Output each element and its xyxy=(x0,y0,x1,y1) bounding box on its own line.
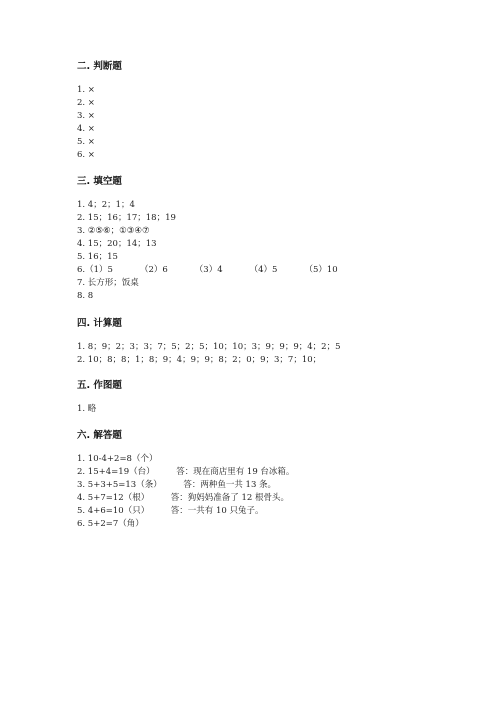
answer-list xyxy=(77,84,122,162)
answer-line: 1. 8；9；2；3；3；7；5；2；5；10；10；3；9；9；9；4；2；5 xyxy=(77,342,341,352)
answer-line: 6.（1）5 （2）6 （3）4 （4）5 （5）10 xyxy=(77,265,338,275)
section-heading: 六. 解答题 xyxy=(77,430,122,441)
section-heading: 三. 填空题 xyxy=(77,176,122,187)
section-fill-blank xyxy=(77,176,338,303)
answer-line: 1. 10-4+2=8（个） xyxy=(77,454,158,464)
answer-line: 5. 16；15 xyxy=(77,252,118,262)
answer-line: 1. 4；2；1；4 xyxy=(77,200,135,210)
answer-list xyxy=(77,199,338,303)
answer-list xyxy=(77,403,122,416)
answer-list xyxy=(77,453,294,531)
answer-line: 6. 5+2=7（角） xyxy=(77,519,144,529)
answer-line: 3. 5+3+5=13（条） 答：两种鱼一共 13 条。 xyxy=(77,480,277,490)
answer-line: 2. 10；8；8；1；8；9；4；9；9；8；2；0；9；3；7；10； xyxy=(77,355,322,365)
answer-line: 7. 长方形；饭桌 xyxy=(77,278,139,288)
answer-line: 4. × xyxy=(77,124,95,134)
answer-line: 3. × xyxy=(77,111,95,121)
answer-line: 2. 15+4=19（台） 答：现在商店里有 19 台冰箱。 xyxy=(77,467,295,477)
answer-line: 8. 8 xyxy=(77,291,94,301)
answer-line: 1. 略 xyxy=(77,404,97,414)
answer-list xyxy=(77,341,340,367)
section-heading: 四. 计算题 xyxy=(77,318,122,329)
answer-line: 4. 5+7=12（根） 答：狗妈妈准备了 12 根骨头。 xyxy=(77,493,290,503)
section-heading: 二. 判断题 xyxy=(77,61,122,72)
answer-line: 3. ②⑤⑥；①③④⑦ xyxy=(77,226,150,236)
section-drawing xyxy=(77,380,122,416)
section-calculation xyxy=(77,318,340,367)
answer-line: 1. × xyxy=(77,85,95,95)
answer-line: 4. 15；20；14；13 xyxy=(77,239,157,249)
answer-line: 2. 15；16；17；18；19 xyxy=(77,213,176,223)
answer-line: 2. × xyxy=(77,98,95,108)
section-word-problems xyxy=(77,430,294,531)
section-heading: 五. 作图题 xyxy=(77,380,122,391)
section-judgment xyxy=(77,61,122,162)
answer-line: 5. × xyxy=(77,137,95,147)
answer-line: 5. 4+6=10（只） 答：一共有 10 只兔子。 xyxy=(77,506,264,516)
answer-line: 6. × xyxy=(77,150,95,160)
